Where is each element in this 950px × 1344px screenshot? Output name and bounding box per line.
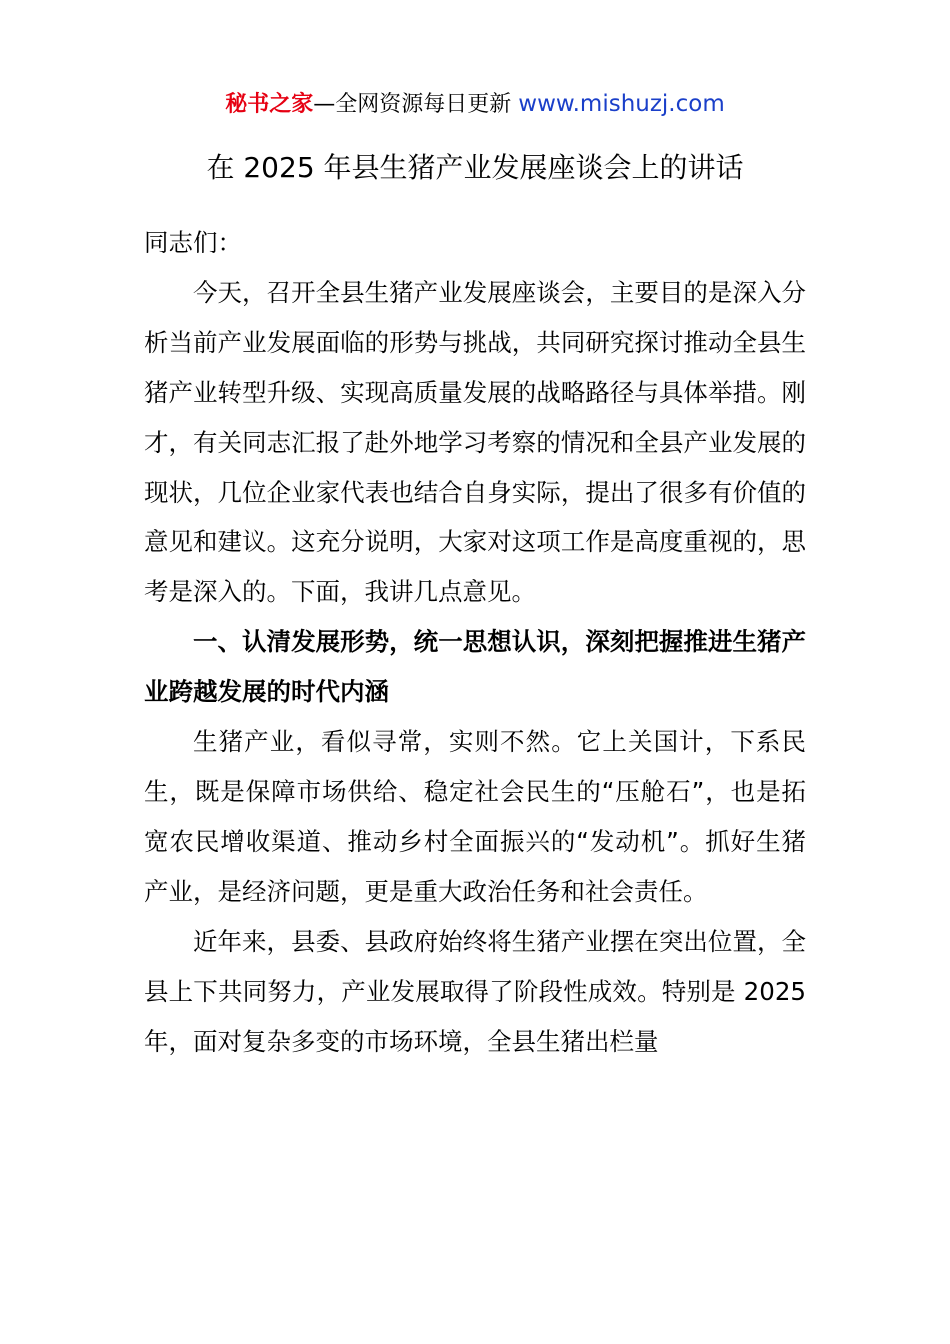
- section-heading-1: 一、认清发展形势，统一思想认识，深刻把握推进生猪产业跨越发展的时代内涵: [144, 627, 806, 707]
- paragraph-intro: 今天，召开全县生猪产业发展座谈会，主要目的是深入分析当前产业发展面临的形势与挑战，共同研究探讨推动全县生猪产业转型升级、实现高质量发展的战略路径与具体举措。刚才，有关同志汇报了赴外地学习考察的情况和全县产业发展的现状，几位企业家代表也结合自身实际，提出了很多有价值的意见和建议。这充分说明，大家对这项工作是高度重视的，思考是深入的。下面，我讲几点意见。: [144, 277, 806, 607]
- paragraph-pig-industry: 生猪产业，看似寻常，实则不然。它上关国计，下系民生，既是保障市场供给、稳定社会民生的“压舱石”，也是拓宽农民增收渠道、推动乡村全面振兴的“发动机”。抓好生猪产业，是经济问题，更是重大政治任务和社会责任。: [144, 727, 806, 906]
- header-tagline: —全网资源每日更新: [313, 92, 512, 117]
- brand-name: 秘书之家: [225, 92, 314, 117]
- site-url-link[interactable]: www.mishuzj.com: [518, 91, 725, 117]
- paragraph-recent-years: 近年来，县委、县政府始终将生猪产业摆在突出位置，全县上下共同努力，产业发展取得了阶段性成效。特别是 2025 年，面对复杂多变的市场环境，全县生猪出栏量: [144, 926, 806, 1056]
- site-header: [0, 88, 950, 121]
- document-body: [144, 218, 806, 1066]
- document-title: 在 2025 年县生猪产业发展座谈会上的讲话: [206, 151, 744, 184]
- salutation: 同志们：: [144, 228, 242, 257]
